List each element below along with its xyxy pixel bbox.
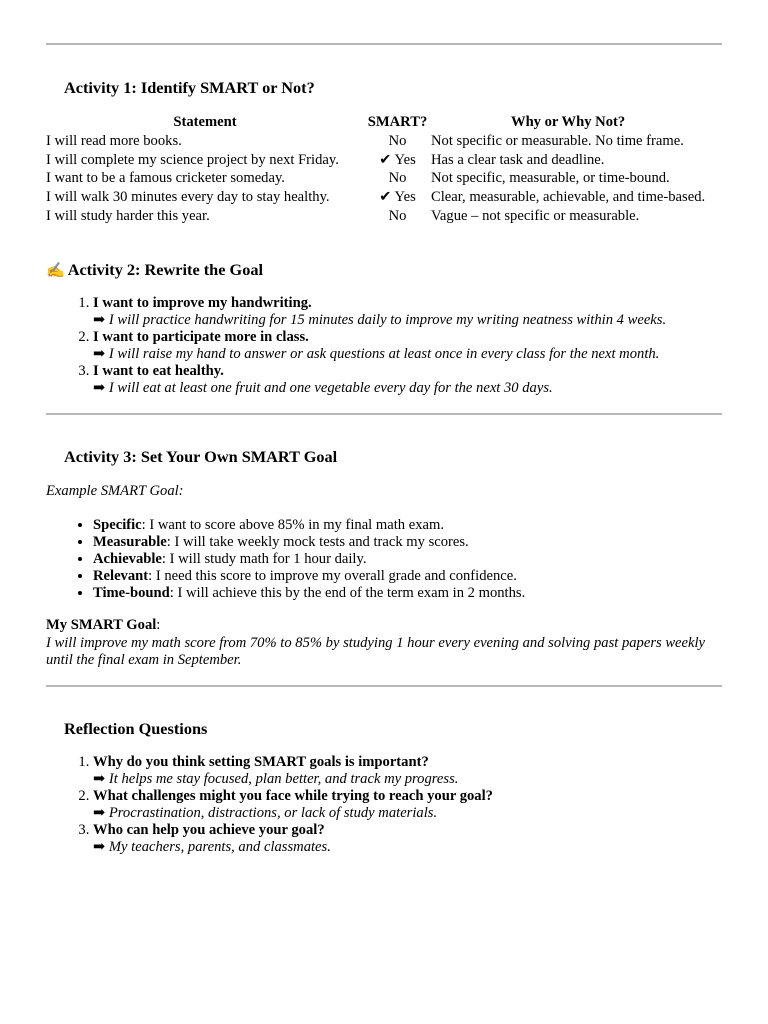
my-goal-colon: : [156,617,161,633]
table-row [46,169,705,188]
column-header-why: Why or Why Not? [510,114,626,130]
original-goal: I want to participate more in class. [93,329,309,345]
criterion-text: : I will achieve this by the end of the term exam in 2 months. [169,585,526,601]
activity2-heading: Activity 2: Rewrite the Goal [67,260,263,279]
why-cell: Not specific, measurable, or time-bound. [431,170,670,187]
table-row [46,188,705,207]
table-row [46,132,705,151]
table-row [46,207,705,226]
my-goal-text: I will improve my math score from 70% to 85% by studying 1 hour every evening and solving past papers weekly until the final exam in September. [46,634,706,668]
reflection-question: Why do you think setting SMART goals is important? [93,754,429,770]
rewrite-list [46,295,666,397]
criterion-text: : I will study math for 1 hour daily. [161,551,367,567]
divider-bottom [46,685,722,687]
my-smart-goal [46,617,722,670]
column-header-statement: Statement [173,114,237,130]
statement-cell: I want to be a famous cricketer someday. [46,170,285,187]
criterion-label: Achievable [93,551,162,567]
original-goal: I want to eat healthy. [93,363,224,379]
criterion-text: : I will take weekly mock tests and track my scores. [166,534,469,550]
statement-cell: I will study harder this year. [46,207,210,224]
my-goal-label: My SMART Goal [46,617,157,633]
statement-cell: I will complete my science project by next Friday. [46,151,339,168]
smart-cell: ✔ Yes [379,189,416,206]
column-header-smart: SMART? [367,114,428,130]
criterion-label: Relevant [93,568,149,584]
rewritten-goal: ➡ I will raise my hand to answer or ask questions at least once in every class for the next month. [93,346,660,362]
reflection-question: Who can help you achieve your goal? [93,822,325,838]
table-header-row [46,113,705,132]
original-goal: I want to improve my handwriting. [93,295,312,311]
smart-cell: No [388,207,407,224]
criterion-text: : I need this score to improve my overall grade and confidence. [148,568,517,584]
smart-criteria-list [46,517,525,602]
list-item [93,585,525,602]
smart-cell: No [388,170,407,187]
reflection-answer: ➡ Procrastination, distractions, or lack of study materials. [93,805,438,821]
why-cell: Has a clear task and deadline. [431,151,605,168]
list-item [93,754,493,788]
example-goal-label: Example SMART Goal: [46,483,184,499]
writing-hand-icon: ✍ [46,263,65,279]
smart-cell: No [388,132,407,149]
criterion-label: Specific [93,517,142,533]
list-item [93,295,666,329]
reflection-answer: ➡ My teachers, parents, and classmates. [93,839,331,855]
criterion-label: Measurable [93,534,167,550]
list-item [93,329,666,363]
rewritten-goal: ➡ I will eat at least one fruit and one vegetable every day for the next 30 days. [93,380,553,396]
divider-top [46,43,722,45]
list-item [93,517,525,534]
activity1-heading: Activity 1: Identify SMART or Not? [64,78,315,97]
why-cell: Vague – not specific or measurable. [431,207,640,224]
activity3-heading: Activity 3: Set Your Own SMART Goal [64,447,338,466]
list-item [93,534,525,551]
reflection-answer: ➡ It helps me stay focused, plan better, and track my progress. [93,771,459,787]
why-cell: Not specific or measurable. No time frame. [431,132,684,149]
list-item [93,822,493,856]
smart-cell: ✔ Yes [379,151,416,168]
list-item [93,788,493,822]
criterion-label: Time-bound [93,585,170,601]
statement-cell: I will read more books. [46,132,182,149]
rewritten-goal: ➡ I will practice handwriting for 15 minutes daily to improve my writing neatness within 4 weeks. [93,312,667,328]
reflection-question: What challenges might you face while trying to reach your goal? [93,788,493,804]
statement-cell: I will walk 30 minutes every day to stay healthy. [46,189,330,206]
reflection-list [46,754,493,856]
activity2-heading-line [46,260,263,280]
list-item [93,551,525,568]
divider-middle [46,413,722,415]
list-item [93,363,666,397]
criterion-text: : I want to score above 85% in my final math exam. [141,517,444,533]
list-item [93,568,525,585]
table-row [46,151,705,170]
smart-table [46,113,705,226]
reflection-heading: Reflection Questions [64,719,208,738]
why-cell: Clear, measurable, achievable, and time-based. [431,189,706,206]
